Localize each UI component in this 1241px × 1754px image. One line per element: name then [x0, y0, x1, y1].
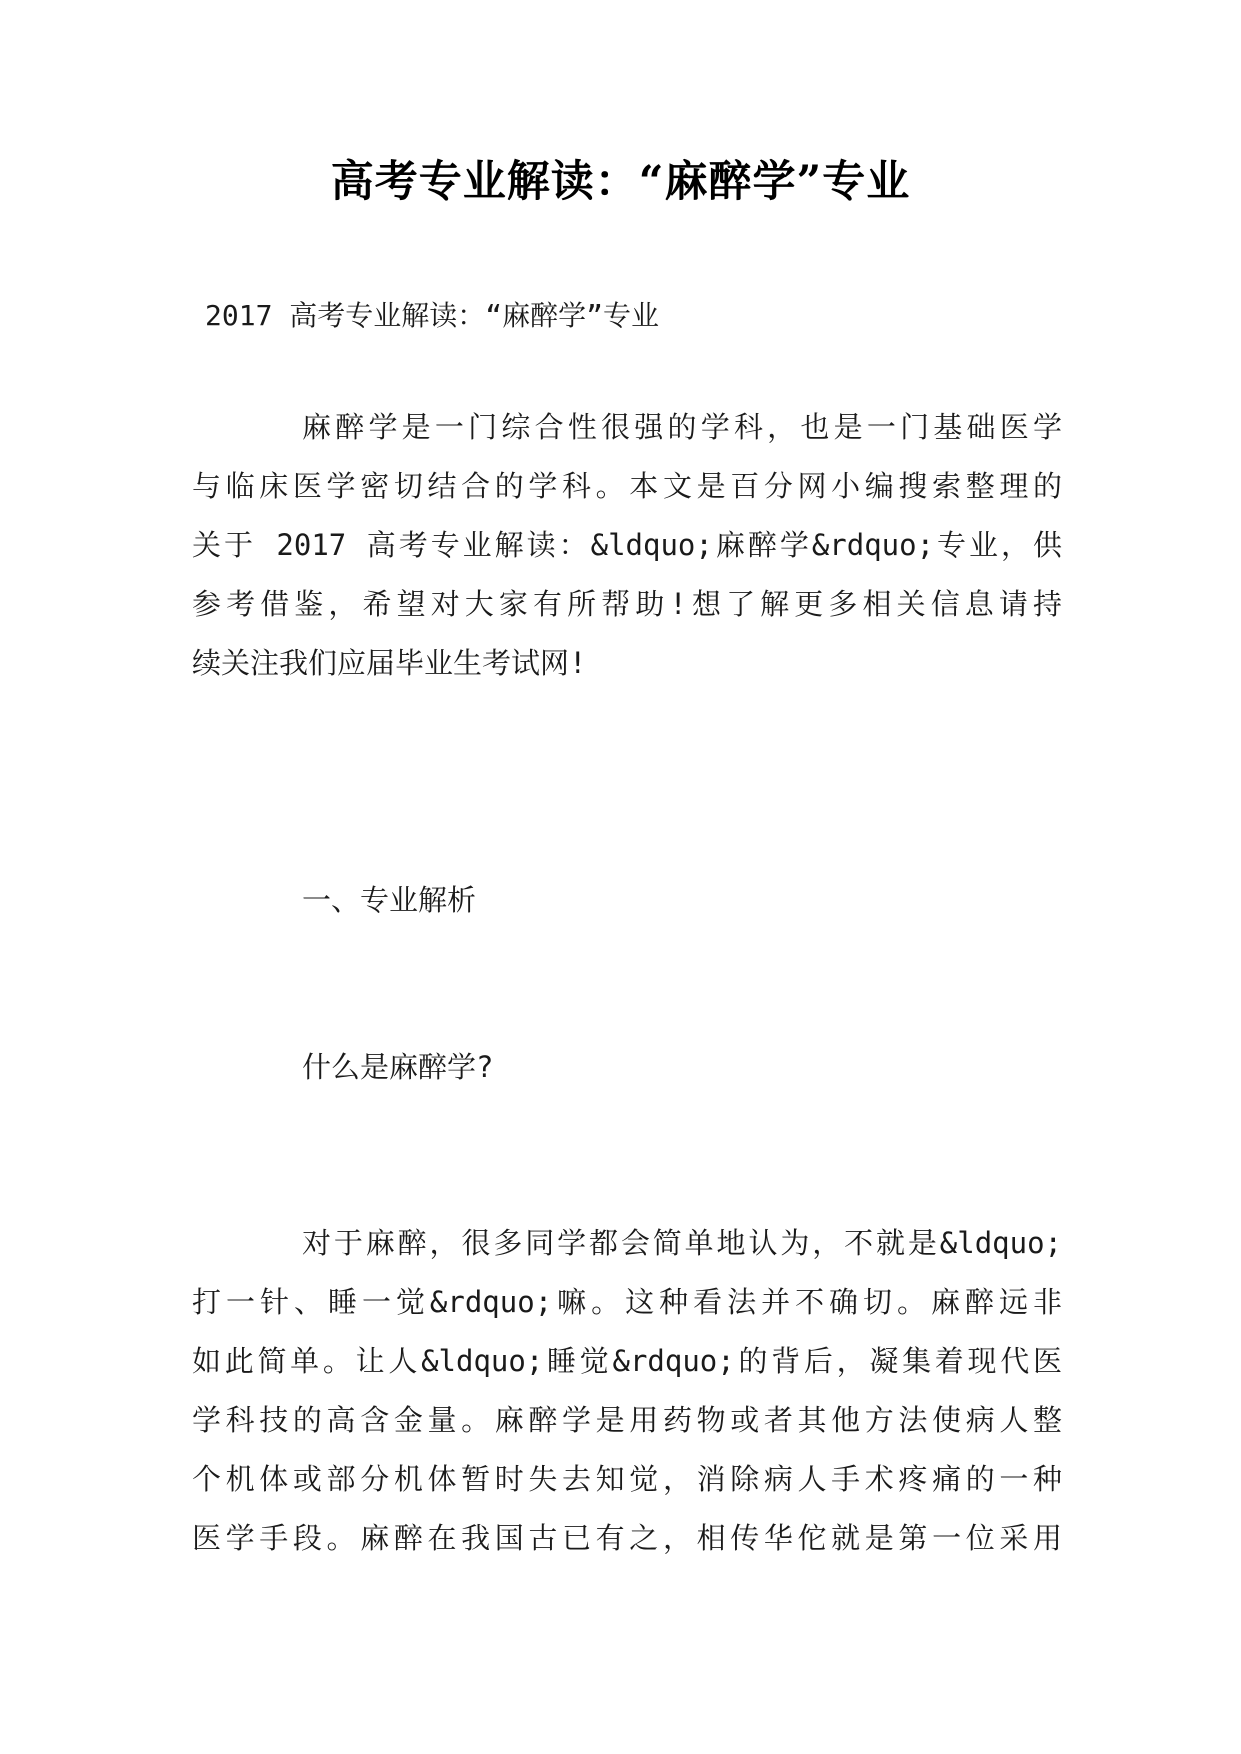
document-title: 高考专业解读：“麻醉学”专业: [330, 157, 911, 207]
intro-line: 麻醉学是一门综合性很强的学科，也是一门基础医学: [302, 410, 1062, 444]
body-line: 个机体或部分机体暂时失去知觉，消除病人手术疼痛的一种: [192, 1462, 1062, 1496]
body-paragraph: [192, 1214, 1062, 1568]
body-line: 对于麻醉，很多同学都会简单地认为，不就是&ldquo;: [302, 1226, 1062, 1260]
section-question: 什么是麻醉学?: [302, 1050, 494, 1084]
intro-line: 续关注我们应届毕业生考试网!: [192, 646, 587, 680]
body-line: 打一针、睡一觉&rdquo;嘛。这种看法并不确切。麻醉远非: [192, 1285, 1062, 1319]
intro-line: 与临床医学密切结合的学科。本文是百分网小编搜索整理的: [192, 469, 1062, 503]
intro-line: 参考借鉴，希望对大家有所帮助!想了解更多相关信息请持: [192, 587, 1062, 621]
intro-paragraph: [192, 398, 1062, 693]
document-subtitle: 2017 高考专业解读：“麻醉学”专业: [205, 299, 660, 332]
body-line: 如此简单。让人&ldquo;睡觉&rdquo;的背后，凝集着现代医: [192, 1344, 1062, 1378]
body-line: 学科技的高含金量。麻醉学是用药物或者其他方法使病人整: [192, 1403, 1062, 1437]
body-line: 医学手段。麻醉在我国古已有之，相传华佗就是第一位采用: [192, 1521, 1062, 1555]
section-heading: 一、专业解析: [302, 883, 477, 917]
intro-line: 关于 2017 高考专业解读：&ldquo;麻醉学&rdquo;专业，供: [192, 528, 1062, 562]
